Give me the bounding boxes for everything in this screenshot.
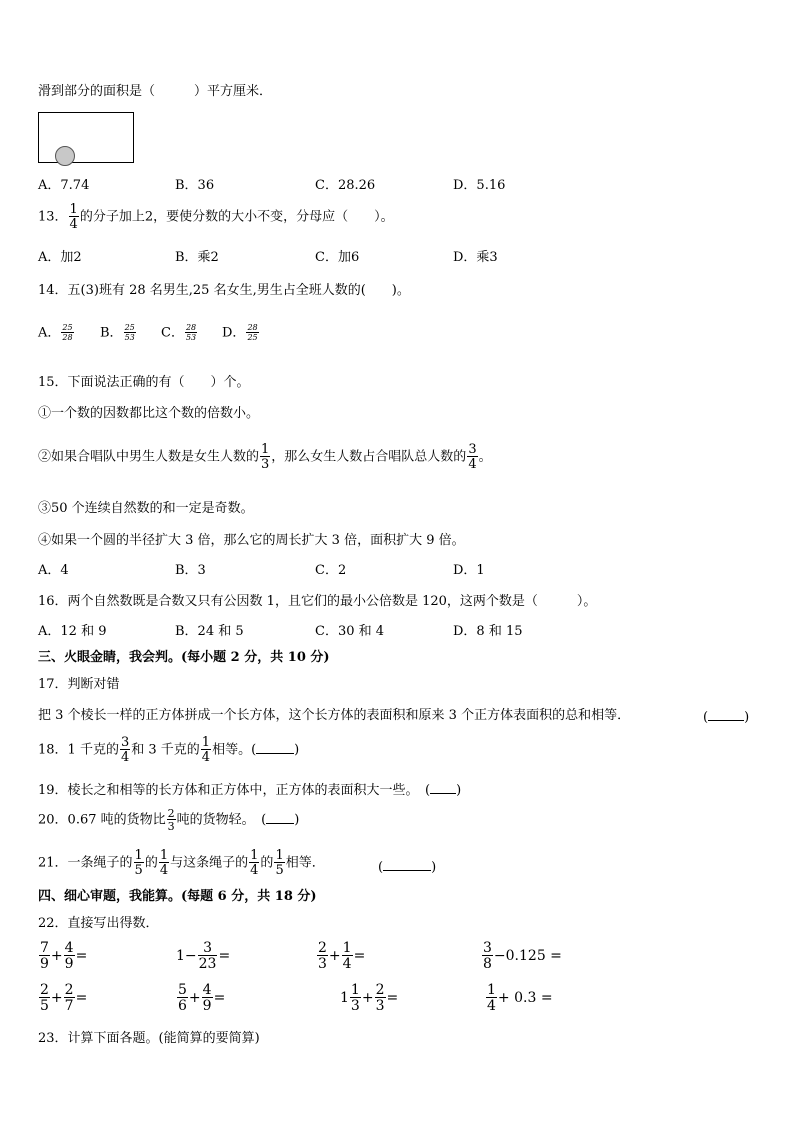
q13-option-d[interactable]: D．乘3 [453,250,498,265]
q13-option-b[interactable]: B．乘2 [175,250,219,265]
q16-option-b[interactable]: B．24 和 5 [175,624,244,639]
q14-option-b[interactable]: B． $\frac{25}{53}$ [100,323,135,342]
q22-item-5: $\frac{2}{5}$ + $\frac{2}{7}$ = [40,982,88,1014]
q13-stem: 13． $\frac{1}{4}$ 的分子加上2，要使分数的大小不变，分母应（ ）。 [38,202,394,232]
q22-item-1: $\frac{7}{9}$ + $\frac{4}{9}$ = [40,940,88,972]
q16-option-a[interactable]: A．12 和 9 [38,624,107,639]
q19-answer-blank[interactable] [430,782,456,794]
q12-figure [38,112,134,163]
q22-item-2: 1− $\frac{3}{23}$ = [176,940,231,972]
q22-item-6: $\frac{5}{6}$ + $\frac{4}{9}$ = [178,982,226,1014]
q22-item-3: $\frac{2}{3}$ + $\frac{1}{4}$ = [318,940,366,972]
q15-option-b[interactable]: B．3 [175,563,206,578]
q23-title: 23．计算下面各题。(能简算的要简算) [38,1031,260,1046]
q15-statement-2: ②如果合唱队中男生人数是女生人数的 $\frac{1}{3}$ ，那么女生人数占合唱队总人数的 $\frac{3}{4}$ 。 [38,442,492,472]
q21-answer-blank[interactable]: ( ) [378,860,437,875]
q15-stem: 15．下面说法正确的有（ ）个。 [38,375,250,390]
section-3-heading: 三、火眼金睛，我会判。(每小题 2 分，共 10 分) [38,650,330,665]
q12-text: 滑到部分的面积是（ ）平方厘米． [38,84,273,99]
q15-statement-1: ①一个数的因数都比这个数的倍数小。 [38,406,260,421]
q14-option-a[interactable]: A． $\frac{25}{28}$ [38,323,73,342]
q12-option-d[interactable]: D．5.16 [453,178,506,193]
q22-title: 22．直接写出得数． [38,916,159,931]
q17-text: 把 3 个棱长一样的正方体拼成一个长方体，这个长方体的表面积和原来 3 个正方体表面积的总和相等． [38,708,631,723]
q14-option-d[interactable]: D． $\frac{28}{25}$ [222,323,258,342]
q21-text: 21．一条绳子的 $\frac{1}{5}$ 的 $\frac{1}{4}$ 与这条绳子的 $\frac{1}{4}$ 的 $\frac{1}{5}$ 相等． [38,848,325,878]
q22-item-4: $\frac{3}{8}$ −0.125 = [483,940,562,972]
q16-option-c[interactable]: C．30 和 4 [315,624,385,639]
q17-title: 17．判断对错 [38,677,120,692]
q20-answer-blank[interactable] [266,812,294,824]
q16-option-d[interactable]: D．8 和 15 [453,624,523,639]
q15-option-a[interactable]: A．4 [38,563,69,578]
q18-text: 18．1 千克的 $\frac{3}{4}$ 和 3 千克的 $\frac{1}{4}$ 相等。( ) [38,735,300,765]
q16-stem: 16．两个自然数既是合数又只有公因数 1，且它们的最小公倍数是 120，这两个数是（ ）。 [38,594,597,609]
q19-text: 19．棱长之和相等的长方体和正方体中，正方体的表面积大一些。 ( ) [38,783,462,798]
q12-option-c[interactable]: C．28.26 [315,178,376,193]
q22-item-8: $\frac{1}{4}$ + 0.3 = [487,982,553,1014]
q20-text: 20．0.67 吨的货物比 $\frac{2}{3}$ 吨的货物轻。 ( ) [38,807,300,833]
q15-option-d[interactable]: D．1 [453,563,485,578]
q12-option-a[interactable]: A．7.74 [38,178,90,193]
q13-option-a[interactable]: A．加2 [38,250,82,265]
q14-option-c[interactable]: C． $\frac{28}{53}$ [161,323,197,342]
q18-answer-blank[interactable] [256,742,294,754]
q17-answer-blank[interactable]: ( ) [703,710,750,725]
circle-shape [55,146,75,166]
q14-stem: 14．五(3)班有 28 名男生,25 名女生,男生占全班人数的( )。 [38,283,410,298]
q12-option-b[interactable]: B．36 [175,178,215,193]
section-4-heading: 四、细心审题，我能算。(每题 6 分，共 18 分) [38,889,317,904]
q15-statement-4: ④如果一个圆的半径扩大 3 倍，那么它的周长扩大 3 倍，面积扩大 9 倍。 [38,533,465,548]
q15-option-c[interactable]: C．2 [315,563,347,578]
fraction: $\frac{1}{4}$ [69,202,78,232]
q15-statement-3: ③50 个连续自然数的和一定是奇数。 [38,501,254,516]
q22-item-7: 1 $\frac{1}{3}$ + $\frac{2}{3}$ = [340,982,399,1014]
q13-option-c[interactable]: C．加6 [315,250,360,265]
